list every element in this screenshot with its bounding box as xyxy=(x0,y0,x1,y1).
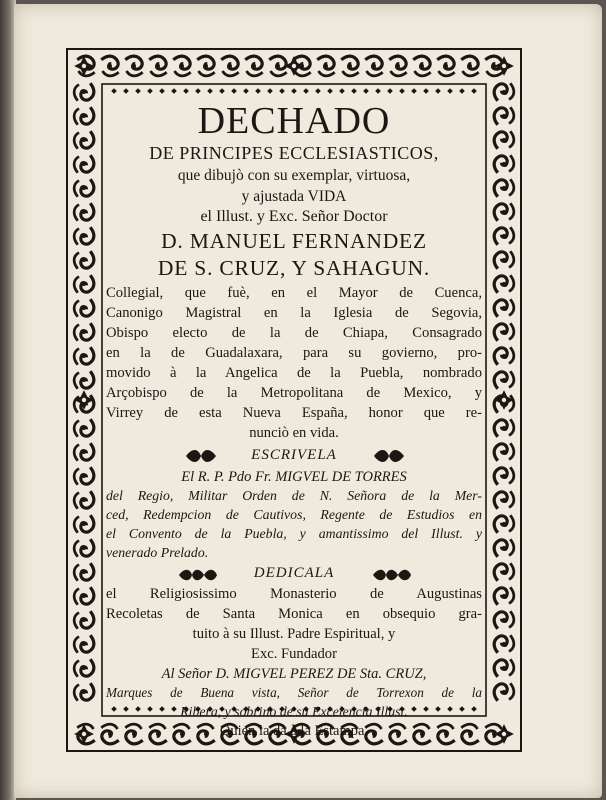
scroll-ornament xyxy=(219,88,225,94)
scroll-ornament xyxy=(494,467,514,485)
scroll-ornament xyxy=(197,56,215,76)
title-line-3: que dibujò con su exemplar, virtuosa, xyxy=(177,167,411,184)
author-line: el Convento de la Puebla, y amantissimo del Illust. y xyxy=(106,526,482,541)
scroll-ornament xyxy=(351,88,357,94)
patron-line: Al Señor D. MIGVEL PEREZ DE Sta. CRUZ, xyxy=(161,666,427,682)
author-heading xyxy=(106,448,482,463)
cross-ornament xyxy=(494,56,514,76)
cross-ornament xyxy=(74,390,94,410)
scroll-ornament xyxy=(74,179,94,197)
scroll-ornament xyxy=(363,88,369,94)
scroll-ornament xyxy=(267,88,273,94)
scroll-ornament xyxy=(74,83,94,101)
scroll-ornament xyxy=(74,683,94,701)
patron-line: Ribera, y sobrino de su Excelencia Illust. xyxy=(180,704,408,719)
scroll-ornament xyxy=(123,88,129,94)
scroll-ornament xyxy=(74,347,94,365)
scroll-ornament xyxy=(494,539,514,557)
scroll-ornament xyxy=(459,88,465,94)
scroll-ornament xyxy=(494,299,514,317)
ornamental-frame xyxy=(64,46,524,754)
scroll-ornament xyxy=(494,587,514,605)
dedication-heading-text: DEDICALA xyxy=(253,565,335,581)
scroll-ornament xyxy=(494,251,514,269)
bio-line: Virrey de esta Nueva España, honor que re- xyxy=(106,405,482,421)
scroll-ornament xyxy=(471,88,477,94)
scroll-ornament xyxy=(173,56,191,76)
scroll-ornament xyxy=(461,56,479,76)
scroll-ornament xyxy=(279,88,285,94)
bio-line: movido à la Angelica de la Puebla, nombrado xyxy=(106,365,482,381)
fleuron-left xyxy=(178,568,218,582)
author-line: del Regio, Militar Orden de N. Señora de la Mer- xyxy=(106,488,482,503)
scroll-ornament xyxy=(74,611,94,629)
scroll-ornament xyxy=(74,203,94,221)
title-line-5: el Illust. y Exc. Señor Doctor xyxy=(200,208,388,225)
scroll-ornament xyxy=(255,88,261,94)
scroll-ornament xyxy=(245,56,263,76)
scroll-ornament xyxy=(74,563,94,581)
author-line: venerado Prelado. xyxy=(106,545,209,560)
scroll-ornament xyxy=(74,323,94,341)
scroll-ornament xyxy=(195,88,201,94)
title-line-4: y ajustada VIDA xyxy=(241,188,347,205)
scroll-ornament xyxy=(74,299,94,317)
scroll-ornament xyxy=(341,56,359,76)
scroll-ornament xyxy=(494,419,514,437)
fleuron-left xyxy=(184,448,218,464)
dedication-line: Exc. Fundador xyxy=(251,646,337,662)
scroll-ornament xyxy=(231,88,237,94)
scroll-ornament xyxy=(74,635,94,653)
bio-line: Canonigo Magistral en la Iglesia de Segovia, xyxy=(106,305,482,321)
scroll-ornament xyxy=(399,88,405,94)
scroll-ornament xyxy=(291,88,297,94)
scroll-ornament xyxy=(317,56,335,76)
scroll-ornament xyxy=(494,107,514,125)
bio-line: nunciò en vida. xyxy=(249,425,339,441)
bio-line: Obispo electo de la de Chiapa, Consagrado xyxy=(106,325,482,341)
scroll-ornament xyxy=(101,56,119,76)
title-text-block xyxy=(106,98,482,739)
scroll-ornament xyxy=(494,515,514,533)
scroll-ornament xyxy=(494,155,514,173)
scroll-ornament xyxy=(74,491,94,509)
scroll-ornament xyxy=(315,88,321,94)
scroll-ornament xyxy=(494,275,514,293)
scroll-ornament xyxy=(411,88,417,94)
scroll-ornament xyxy=(494,491,514,509)
scroll-ornament xyxy=(494,347,514,365)
scroll-ornament xyxy=(435,88,441,94)
subject-name-2: DE S. CRUZ, Y SAHAGUN. xyxy=(157,256,431,280)
scroll-ornament xyxy=(171,88,177,94)
bio-line: en la de Guadalaxara, para su govierno, pro- xyxy=(106,345,482,361)
fleuron-right xyxy=(372,448,406,464)
scroll-ornament xyxy=(423,88,429,94)
scroll-ornament xyxy=(74,419,94,437)
dedication-line: Recoletas de Santa Monica en obsequio gra- xyxy=(106,606,482,622)
scroll-ornament xyxy=(74,443,94,461)
dedication-line: el Religiosissimo Monasterio de Augustinas xyxy=(106,586,482,602)
scroll-ornament xyxy=(74,251,94,269)
bio-line: Arçobispo de la Metropolitana de Mexico, y xyxy=(106,385,482,401)
cross-ornament xyxy=(494,390,514,410)
scroll-ornament xyxy=(437,56,455,76)
scroll-ornament xyxy=(303,88,309,94)
scroll-ornament xyxy=(74,467,94,485)
scroll-ornament xyxy=(135,88,141,94)
scroll-ornament xyxy=(494,635,514,653)
dedication-line: tuito à su Illust. Padre Espiritual, y xyxy=(192,626,396,642)
scroll-ornament xyxy=(149,56,167,76)
scroll-ornament xyxy=(375,88,381,94)
author-line: El R. P. Pdo Fr. MIGVEL DE TORRES xyxy=(181,469,407,485)
scroll-ornament xyxy=(387,88,393,94)
cross-ornament xyxy=(494,724,514,744)
dedication-heading xyxy=(106,566,482,581)
scroll-ornament xyxy=(494,611,514,629)
scroll-ornament xyxy=(447,88,453,94)
scroll-ornament xyxy=(494,227,514,245)
scroll-ornament xyxy=(327,88,333,94)
scroll-ornament xyxy=(111,88,117,94)
scroll-ornament xyxy=(243,88,249,94)
imprint-line: Quien la da à la Estampa. xyxy=(219,723,369,739)
bio-line: Collegial, que fuè, en el Mayor de Cuenca, xyxy=(106,285,482,301)
scroll-ornament xyxy=(74,587,94,605)
scroll-ornament xyxy=(74,155,94,173)
scroll-ornament xyxy=(494,203,514,221)
scroll-ornament xyxy=(74,659,94,677)
fleuron-right xyxy=(372,568,412,582)
scroll-ornament xyxy=(339,88,345,94)
scroll-ornament xyxy=(183,88,189,94)
scroll-ornament xyxy=(74,275,94,293)
scroll-ornament xyxy=(494,83,514,101)
scroll-ornament xyxy=(147,88,153,94)
scroll-ornament xyxy=(207,88,213,94)
scroll-ornament xyxy=(125,56,143,76)
scroll-ornament xyxy=(413,56,431,76)
scroll-ornament xyxy=(494,563,514,581)
patron-line: Marques de Buena vista, Señor de Torrexon de la xyxy=(106,685,482,700)
scroll-ornament xyxy=(365,56,383,76)
scroll-ornament xyxy=(74,371,94,389)
scroll-ornament xyxy=(494,371,514,389)
scroll-ornament xyxy=(74,107,94,125)
subject-name-1: D. MANUEL FERNANDEZ xyxy=(161,229,427,253)
scroll-ornament xyxy=(494,443,514,461)
title-line-2: DE PRINCIPES ECCLESIASTICOS, xyxy=(149,143,439,163)
scroll-ornament xyxy=(494,323,514,341)
author-heading-text: ESCRIVELA xyxy=(251,447,337,463)
scroll-ornament xyxy=(74,515,94,533)
scroll-ornament xyxy=(494,131,514,149)
scroll-ornament xyxy=(74,131,94,149)
scroll-ornament xyxy=(74,227,94,245)
scroll-ornament xyxy=(74,539,94,557)
scroll-ornament xyxy=(494,659,514,677)
title-main: DECHADO xyxy=(197,100,391,142)
author-line: ced, Redempcion de Cautivos, Regente de Estudios en xyxy=(106,507,482,522)
scroll-ornament xyxy=(221,56,239,76)
scroll-ornament xyxy=(389,56,407,76)
scroll-ornament xyxy=(494,683,514,701)
scroll-ornament xyxy=(159,88,165,94)
scroll-ornament xyxy=(494,179,514,197)
